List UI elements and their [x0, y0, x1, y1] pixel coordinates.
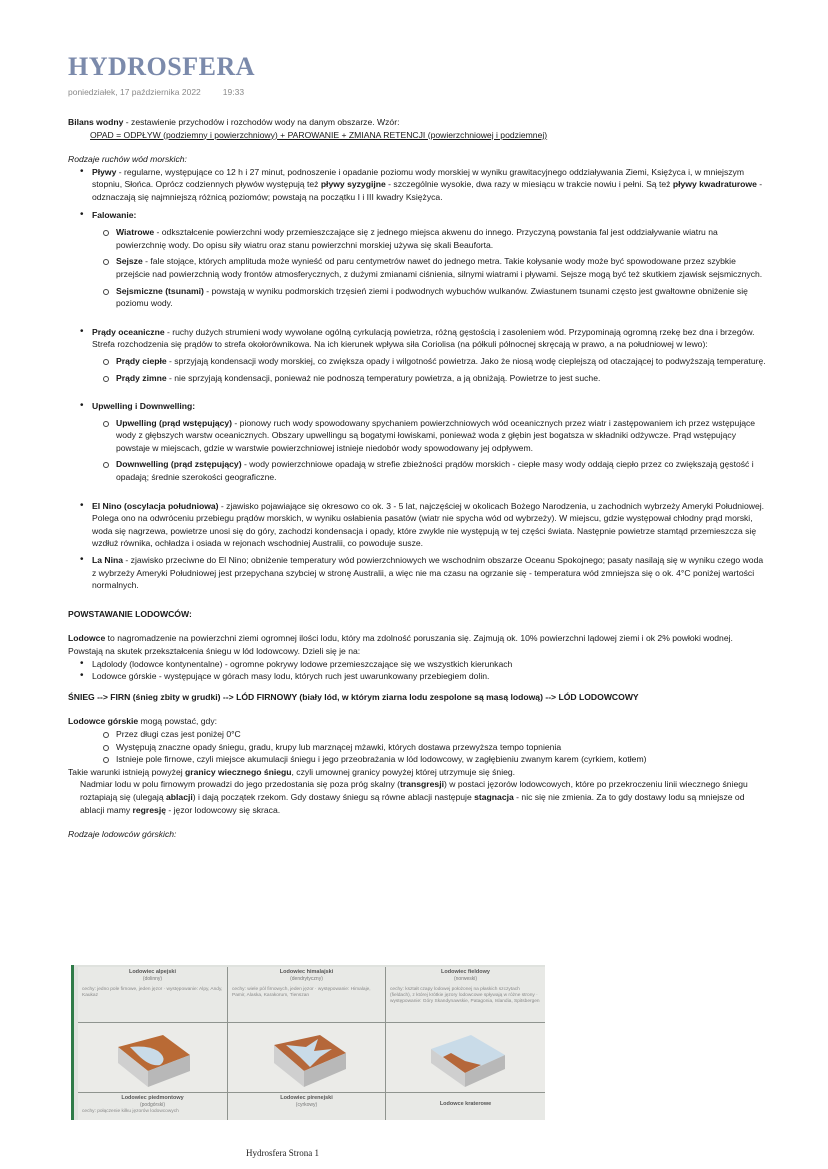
- cell-title: Lodowiec pirenejski: [280, 1095, 333, 1101]
- list-item: [92, 285, 768, 310]
- item-term: Wiatrowe: [116, 227, 155, 238]
- cell-title: Lodowiec himalajski: [279, 969, 334, 975]
- list-item: [68, 400, 768, 484]
- upwelling-sublist: [92, 417, 768, 484]
- falowanie-term: Falowanie:: [92, 209, 137, 220]
- cell-desc: cechy: połączenie kilku jęzorów lodowcowych: [82, 1109, 179, 1114]
- cell-title: Lodowiec fieldowy: [441, 969, 490, 975]
- rodzaje-heading: Rodzaje lodowców górskich:: [68, 829, 177, 840]
- cell-subtitle: (cyrkowy): [295, 1102, 318, 1108]
- plywy-syzygijne: pływy syzygijne: [320, 179, 386, 190]
- item-text: - sprzyjają kondensacji wody morskiej, co zwiększa opady i wilgotność powietrza. Jako że niosą wodę cieplejszą od otaczającej to podwyższają temperaturę.: [166, 355, 766, 366]
- prady-term: Prądy oceaniczne: [92, 326, 165, 337]
- gorskie-intro: [68, 715, 768, 728]
- glacier-table: [78, 967, 545, 1120]
- item-text: - nie sprzyjają kondensacji, ponieważ nie podnoszą temperatury powietrza, a ją obniżają. Powietrze to jest suche.: [166, 372, 601, 383]
- lodowce-text: to nagromadzenie na powierzchni ziemi ogromnej ilości lodu, który ma zdolność poruszania się. Zajmują ok. 10% powierzchni lądowej ziemi i ok 2% powłoki wodnej. Powstają na skutek przekształcenia śniegu w lód lodowcowy. Dzieli się je na:: [68, 633, 733, 656]
- granica-text: Takie warunki istnieją powyżej: [68, 766, 186, 777]
- bilans-formula: OPAD = ODPŁYW (podziemny i powierzchniowy) + PAROWANIE + ZMIANA RETENCJI (powierzchniowej i podziemnej): [90, 129, 548, 140]
- item-text: - powstają w wyniku podmorskich trzęsień ziemi i podwodnych wybuchów wulkanów. Zwiastunem tsunami często jest gwałtowne obniżenie się poziomu wody.: [116, 285, 748, 309]
- enso-list: [68, 500, 768, 592]
- page-title: HYDROSFERA: [68, 52, 256, 81]
- list-item: [92, 417, 768, 455]
- conditions-list: [68, 728, 768, 766]
- item-term: Sejsmiczne (tsunami): [116, 285, 204, 296]
- list-item: [92, 226, 768, 251]
- item-term: Prądy ciepłe: [116, 355, 167, 366]
- nadmiar-text: - nic się nie zmienia. Za to gdy dostawy lodu są mniejsze od ablacji mamy: [80, 791, 745, 815]
- plywy-text: - szczególnie wysokie, dwa razy w miesiącu w trakcie nowiu i pełni. Są też: [385, 179, 673, 190]
- plywy-text: - regularne, występujące co 12 h i 27 minut, podnoszenie i opadanie poziomu wody morskiej w wyniku grawitacyjnego oddziaływania Ziemi, Księżyca i, w mniejszym stopniu, Słońca. Oprócz codziennych pływów występują też: [92, 166, 745, 190]
- glacier-cell-fjeld: [386, 967, 545, 1023]
- glacier-cell-piedmont: [78, 1093, 228, 1120]
- note-body: [68, 116, 768, 841]
- nadmiar-text: ) i dają początek rzekom. Gdy dostawy śniegu są równe ablacji następuje: [192, 791, 475, 802]
- item-text: - pionowy ruch wody spowodowany spychaniem powierzchniowych wód oceanicznych przez wiatr i zastępowaniem ich przez wstępujące wody z głębszych warstw oceanicznych. Obszary upwellingu są bogatymi łowiskami, ponieważ woda z głębin jest bogatsza w składniki odżywcze. Prąd wstępujący powstaje w miejscach, gdzie w warstwie powierzchniowej istnieje niedobór wody spowodowany jej odpływem.: [116, 417, 756, 453]
- prady-sublist: [92, 355, 768, 384]
- glacier-cell-himalayan: [228, 967, 386, 1023]
- block-diagram-icon: [421, 1027, 511, 1089]
- item-text: - fale stojące, których amplituda może wynieść od paru centymetrów nawet do jednego metra. Takie kołysanie wody może być spowodowane przez szybkie przejście nad powierzchnią wody frontów atmosferycznych, z dużymi zmianami ciśnienia, silnymi wiatrami i pływami. Sejsze mogą być też skutkiem zjawisk sejsmicznych.: [116, 256, 763, 279]
- list-item: [92, 355, 768, 368]
- list-item: [68, 326, 768, 384]
- nadmiar-text: ) w postaci jęzorów lodowcowych, które po przekroczeniu linii wiecznego śniegu roztapiają się (ulegają: [80, 779, 748, 802]
- lodowce-heading: [68, 608, 768, 621]
- cell-desc: cechy: kształt czapy lodowej położonej na płaskich szczytach (fieldach), z której krótkie jęzory lodowcowe spływają w różne strony · występowanie: Góry Skandynawskie, Patagonia, Islandia, Spitsbergen: [390, 987, 540, 1004]
- glacier-illustration-fjeld: [386, 1023, 545, 1093]
- list-item: Występują znaczne opady śniegu, gradu, krupy lub marznącej mżawki, których dostawa przewyższa tempo topnienia: [92, 741, 768, 754]
- ruchy-list: [68, 166, 768, 310]
- cell-desc: cechy: jedno pole firnowe, jeden jęzor · występowanie: Alpy, Andy, Kaukaz: [82, 987, 223, 998]
- nadmiar-paragraph: [68, 778, 768, 816]
- list-item: Istnieje pole firnowe, czyli miejsce akumulacji śniegu i jego przeobrażania w lód lodowcowy, w zagłębieniu zwanym karem (cyrkiem, kotłem): [92, 753, 768, 766]
- note-meta: [68, 86, 768, 98]
- upwelling-list: [68, 400, 768, 484]
- list-item: [68, 166, 768, 204]
- list-item: [92, 372, 768, 385]
- elnino-text: - zjawisko pojawiające się okresowo co ok. 3 - 5 lat, najczęściej w okolicach Bożego Narodzenia, u zachodnich wybrzeży Ameryki Południowej. Polega ono na odwróceniu przebiegu prądów morskich, w wyniku osłabienia pasatów (wiatr nie spycha wód od wybrzeży). W miejscu, gdzie występował chłodny prąd morski, woda się nagrzewa, powietrze unosi się do góry, zachodzi kondensacja i opady, które zwykle nie występują w tej części świata. Następnie powietrze stamtąd przemieszcza się wzdłuż równika, ochładza i osiada w rejonach wschodniej Australii, co powoduje susze.: [92, 500, 765, 549]
- prady-text: - ruchy dużych strumieni wody wywołane ogólną cyrkulacją powietrza, różną gęstością i zasoleniem wód. Przypominają ogromną rzekę bez dna i brzegów. Strefa rozchodzenia się prądów to strefa okołorównikowa. Na ich kierunek wpływa siła Coriolisa (na półkuli północnej skręcają w prawo, a na południowej w lewo):: [92, 326, 755, 350]
- list-item: [92, 255, 768, 280]
- plywy-text: - odznaczają się najmniejszą różnicą poziomów; powstają na początku I i III kwadry Księżyca.: [92, 179, 763, 202]
- cell-subtitle: (dendrytyczny): [290, 976, 323, 982]
- ruchy-heading: Rodzaje ruchów wód morskich:: [68, 154, 187, 165]
- list-item: Przez długi czas jest poniżej 0°C: [92, 728, 768, 741]
- cell-desc: cechy: wiele pól firnowych, jeden jęzor · występowanie: Himalaje, Pamir, Alaska, Karakorum, Tienszan: [232, 987, 371, 998]
- list-item: [92, 458, 768, 483]
- regresja-term: regresję: [132, 804, 166, 815]
- gorskie-text: mogą powstać, gdy:: [138, 716, 218, 727]
- item-text: - wody powierzchniowe opadają w strefie zbieżności prądów morskich - ciepłe masy wody oddają ciepło przez co zwiększają gęstość i opadają; średnie szerokości geograficzne.: [116, 459, 754, 483]
- elnino-term: El Nino (oscylacja południowa): [92, 500, 219, 511]
- cell-subtitle: (dolinny): [142, 976, 163, 982]
- note-page: [68, 52, 768, 841]
- plywy-term: Pływy: [92, 166, 117, 177]
- granica-term: granicy wiecznego śniegu: [185, 766, 292, 777]
- prady-list: [68, 326, 768, 384]
- bilans-text: - zestawienie przychodów i rozchodów wody na danym obszarze. Wzór:: [123, 117, 400, 127]
- block-diagram-icon: [108, 1027, 198, 1089]
- falowanie-list: [92, 226, 768, 310]
- glacier-illustration-himalayan: [228, 1023, 386, 1093]
- list-item: [68, 500, 768, 550]
- item-term: Prądy zimne: [116, 372, 167, 383]
- glacier-cell-crater: [386, 1093, 545, 1120]
- item-text: - odkształcenie powierzchni wody przemieszczające się z jednego miejsca akwenu do innego. Przyczyną powstania fal jest oddziaływanie wiatru na powierzchnię wody. Do opisu siły wiatru oraz stanu powierzchni morskiej używa się skali Beauforta.: [116, 227, 718, 250]
- lanina-term: La Nina: [92, 555, 124, 566]
- bilans-term: Bilans wodny: [68, 117, 124, 127]
- list-item: • Lądolody (lodowce kontynentalne) - ogromne pokrywy lodowe przemieszczające się we wszystkich kierunkach: [68, 658, 768, 671]
- glacier-cell-pyrenean: [228, 1093, 386, 1120]
- lodowce-intro: [68, 632, 768, 657]
- page-footer: Hydrosfera Strona 1: [246, 1148, 319, 1158]
- gorskie-term: Lodowce górskie: [68, 716, 139, 727]
- list-item: • Lodowce górskie - występujące w górach masy lodu, których ruch jest uwarunkowany przebiegiem dolin.: [68, 670, 768, 683]
- bilans-paragraph: [68, 116, 768, 129]
- nadmiar-text: Nadmiar lodu w polu firnowym prowadzi do jego przedostania się poza próg skalny (: [80, 779, 401, 790]
- lodowce-types: [68, 658, 768, 683]
- glacier-illustration-alpine: [78, 1023, 228, 1093]
- lodowce-sequence: [68, 691, 768, 704]
- note-time: 19:33: [222, 87, 245, 97]
- note-date: poniedziałek, 17 października 2022: [68, 87, 201, 97]
- lodowce-heading-text: POWSTAWANIE LODOWCÓW:: [68, 608, 192, 619]
- sequence-text: ŚNIEG --> FIRN (śnieg zbity w grudki) --> LÓD FIRNOWY (biały lód, w którym ziarna lodu zespolone są masą lodową) --> LÓD LODOWCOWY: [68, 691, 639, 702]
- cell-title: Lodowiec piedmontowy: [121, 1095, 184, 1101]
- ablacja-term: ablacji: [166, 791, 193, 802]
- cell-subtitle: (norweski): [453, 976, 478, 982]
- cell-title: Lodowiec alpejski: [128, 969, 177, 975]
- item-term: Sejsze: [116, 256, 143, 267]
- upwelling-term: Upwelling i Downwelling:: [92, 401, 196, 412]
- item-term: Downwelling (prąd zstępujący): [116, 459, 242, 470]
- lodowce-term: Lodowce: [68, 633, 106, 644]
- lanina-text: - zjawisko przeciwne do El Nino; obniżenie temperatury wód powierzchniowych we wschodnim obszarze Oceanu Spokojnego; pasaty nasilają się w wyniku czego woda z wybrzeży Ameryki Południowej jest przepychana szybciej w stronę Australii, a więc nie ma czasu na ogrzanie się - temperatura wód zmniejsza się o ok. 4°C poniżej wartości normalnych.: [92, 555, 764, 591]
- granica-text: , czyli umownej granicy powyżej której utrzymuje się śnieg.: [291, 766, 516, 777]
- plywy-kwadraturowe: pływy kwadraturowe: [672, 179, 757, 190]
- cell-title: Lodowce kraterowe: [439, 1101, 492, 1107]
- list-item: [68, 554, 768, 592]
- nadmiar-text: - jęzor lodowcowy się skraca.: [166, 804, 281, 815]
- granica-paragraph: [68, 766, 768, 779]
- glacier-cell-alpine: [78, 967, 228, 1023]
- stagnacja-term: stagnacja: [474, 791, 514, 802]
- glacier-types-photo: [71, 965, 545, 1120]
- cell-subtitle: (podgórski): [139, 1102, 165, 1108]
- transgresja-term: transgresji: [400, 779, 444, 790]
- block-diagram-icon: [262, 1027, 352, 1089]
- list-item: [68, 209, 768, 310]
- item-term: Upwelling (prąd wstępujący): [116, 417, 233, 428]
